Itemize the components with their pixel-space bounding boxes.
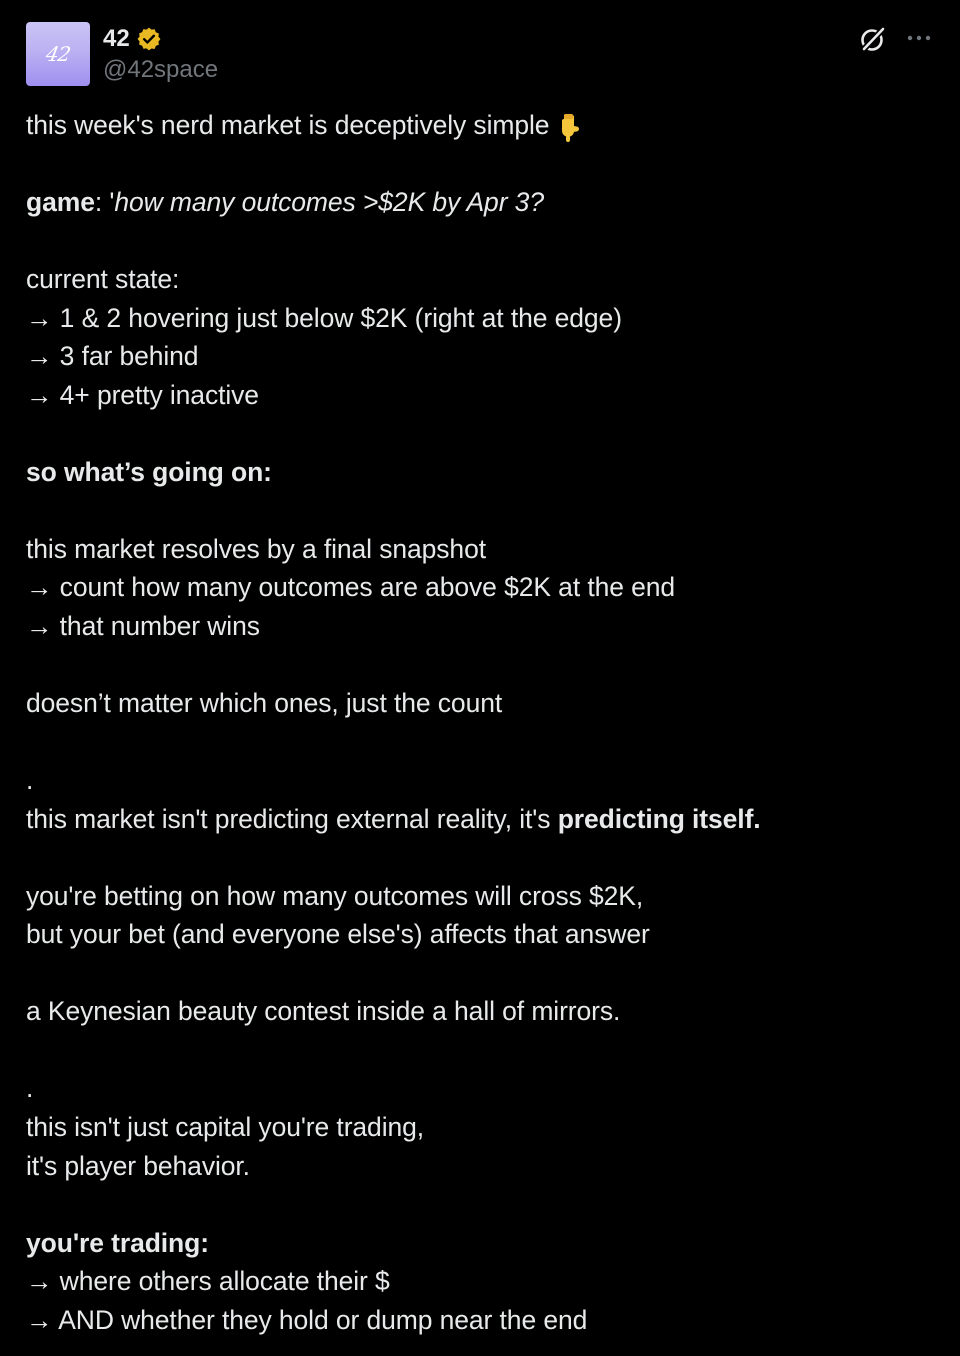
post-line: → count how many outcomes are above $2K at the end <box>26 572 676 602</box>
display-name[interactable]: 42 <box>103 25 130 52</box>
post-line: this isn't just capital you're trading, <box>26 1112 425 1142</box>
post-line: a Keynesian beauty contest inside a hall of mirrors. <box>26 996 621 1026</box>
post-line-heading: you're trading: <box>26 1227 209 1258</box>
name-row <box>103 24 162 54</box>
post-line <box>26 183 936 222</box>
post-line: but your bet (and everyone else's) affects that answer <box>26 919 650 949</box>
pointing-down-emoji-icon <box>553 112 583 142</box>
post-text: : ' <box>94 187 115 217</box>
post-line: → 3 far behind <box>26 341 199 371</box>
verified-badge-icon[interactable] <box>136 26 162 52</box>
post-text-bold: game <box>26 187 95 217</box>
post-header <box>26 22 934 88</box>
post-text: this week's nerd market is deceptively simple <box>26 110 550 140</box>
post-line: → where others allocate their $ <box>26 1266 390 1296</box>
grok-icon[interactable] <box>858 24 888 54</box>
more-icon[interactable] <box>906 28 932 48</box>
post-line: you're betting on how many outcomes will cross $2K, <box>26 880 644 911</box>
post-text-bold: predicting itself. <box>557 803 761 834</box>
post-line: → 1 & 2 hovering just below $2K (right at the edge) <box>26 302 622 333</box>
post-line: → that number wins <box>26 610 260 641</box>
post-line: this market resolves by a final snapshot <box>26 533 486 564</box>
post-line: → 4+ pretty inactive <box>26 379 259 410</box>
post-body <box>26 106 936 1339</box>
post-line <box>26 800 936 839</box>
post-line: current state: <box>26 264 180 294</box>
post-line <box>26 106 936 145</box>
post-text: this market isn't predicting external reality, it's <box>26 803 558 834</box>
post-line: doesn’t matter which ones, just the count <box>26 687 503 718</box>
post-line-dot: . <box>26 764 34 795</box>
post-line: it's player behavior. <box>26 1150 250 1181</box>
post-line-dot: . <box>26 1073 34 1103</box>
post-line: → AND whether they hold or dump near the end <box>26 1304 588 1335</box>
avatar-logo-text: 42 <box>44 42 72 66</box>
post-line-heading: so what’s going on: <box>26 456 272 487</box>
post-text-italic: how many outcomes >$2K by Apr 3? <box>114 187 544 217</box>
avatar[interactable] <box>26 22 90 86</box>
handle[interactable]: @42space <box>103 56 219 83</box>
